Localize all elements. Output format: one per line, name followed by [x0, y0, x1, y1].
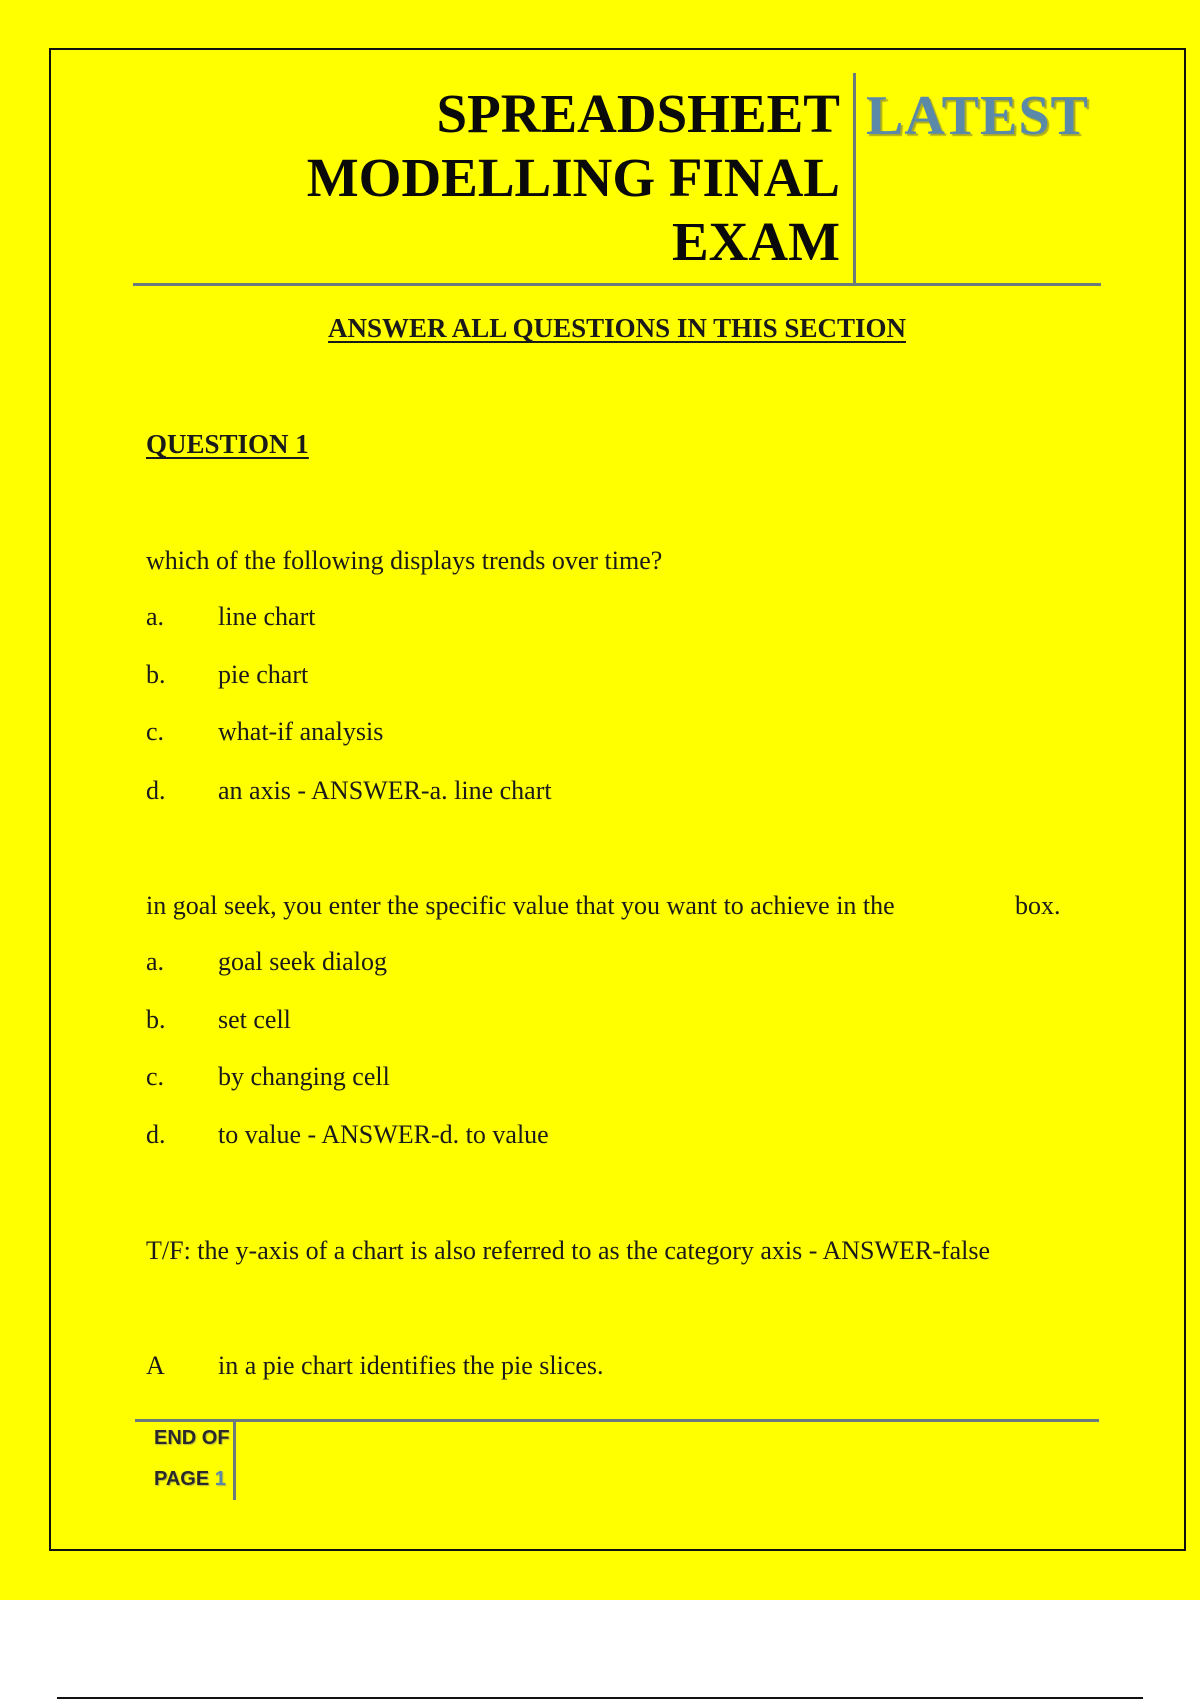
option-text: by changing cell	[218, 1062, 390, 1091]
footer-rule	[135, 1419, 1099, 1422]
title-line-1: SPREADSHEET	[436, 83, 840, 144]
answer-option	[146, 945, 387, 979]
option-letter: d.	[146, 776, 166, 805]
answer-option	[146, 658, 308, 692]
answer-option	[146, 600, 315, 634]
answer-option	[146, 1060, 390, 1094]
question-prompt	[146, 1349, 604, 1383]
question-prompt-tail: box.	[1015, 891, 1061, 920]
title-line-3: EXAM	[671, 211, 840, 272]
question-prompt-text: in a pie chart identifies the pie slices.	[218, 1351, 604, 1380]
answer-option	[146, 1003, 291, 1037]
option-text: goal seek dialog	[218, 947, 387, 976]
answer-option	[146, 715, 383, 749]
option-text: pie chart	[218, 660, 309, 689]
option-letter: c.	[146, 717, 165, 746]
page-number: 1	[214, 1468, 226, 1490]
answer-option	[146, 774, 552, 808]
footer-page-word: PAGE	[154, 1468, 210, 1490]
option-text: what-if analysis	[218, 717, 384, 746]
question-prompt: which of the following displays trends over time?	[146, 546, 663, 575]
question-prompt: in goal seek, you enter the specific value that you want to achieve in the	[146, 891, 895, 920]
question-prompt: T/F: the y-axis of a chart is also referred to as the category axis - ANSWER-false	[146, 1236, 990, 1265]
section-heading: ANSWER ALL QUESTIONS IN THIS SECTION	[328, 313, 906, 343]
option-text: an axis - ANSWER-a. line chart	[218, 776, 552, 805]
option-letter: a.	[146, 947, 165, 976]
option-letter: a.	[146, 602, 165, 631]
question-heading: QUESTION 1	[146, 429, 309, 459]
option-text: line chart	[218, 602, 316, 631]
option-letter: b.	[146, 1005, 166, 1034]
footer-end-of: END OF	[154, 1427, 230, 1449]
option-letter: c.	[146, 1062, 165, 1091]
answer-option	[146, 1118, 549, 1152]
header-rule	[133, 283, 1101, 286]
blank-letter: A	[146, 1351, 165, 1380]
footer-page-label	[154, 1468, 226, 1491]
bottom-rule	[57, 1697, 1143, 1699]
title-line-2: MODELLING FINAL	[306, 147, 840, 208]
option-text: set cell	[218, 1005, 291, 1034]
option-letter: b.	[146, 660, 166, 689]
latest-tag: LATEST	[866, 85, 1089, 147]
document-title	[240, 82, 840, 274]
title-divider	[853, 73, 856, 283]
option-text: to value - ANSWER-d. to value	[218, 1120, 549, 1149]
footer-divider	[233, 1421, 236, 1500]
option-letter: d.	[146, 1120, 166, 1149]
